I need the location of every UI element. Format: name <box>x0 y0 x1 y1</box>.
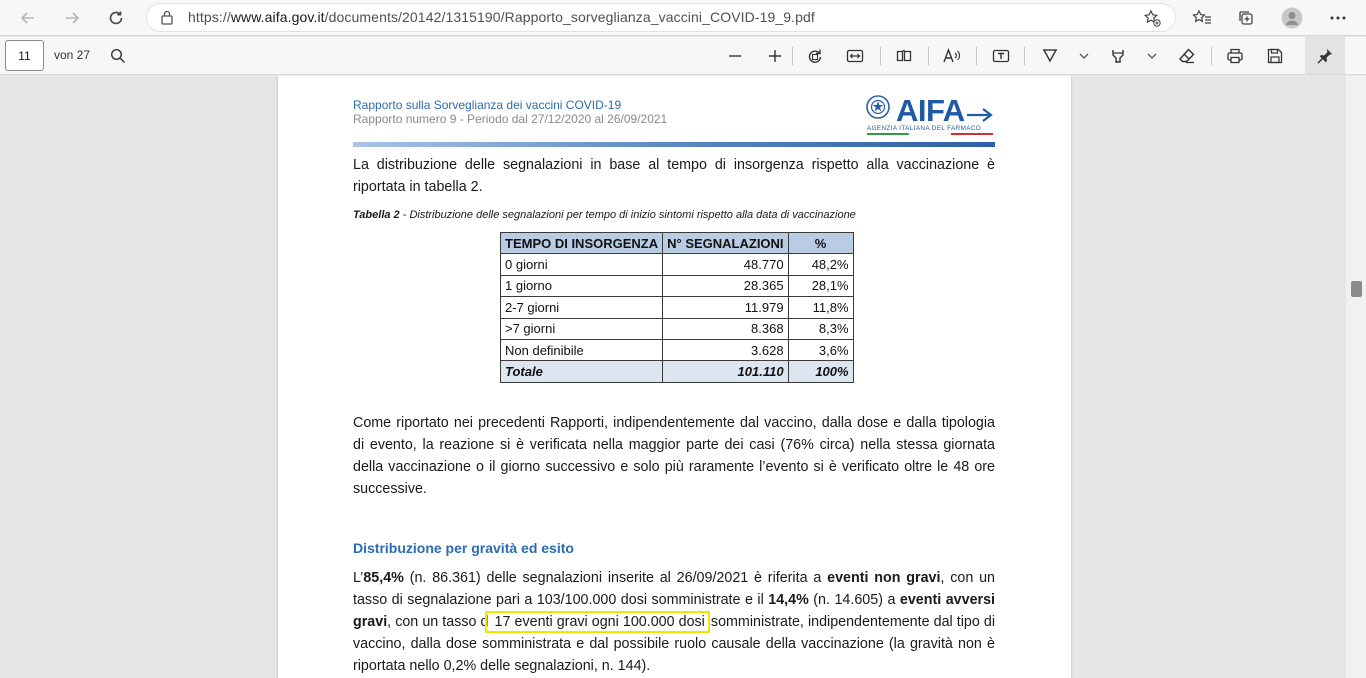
page-number-value: 11 <box>18 48 31 63</box>
forward-arrow-icon <box>63 9 81 27</box>
reload-icon <box>107 9 125 27</box>
report-header-subtitle: Rapporto numero 9 - Periodo dal 27/12/2020 al 26/09/2021 <box>353 112 668 126</box>
table-cell: Non definibile <box>501 339 663 360</box>
table-cell: Totale <box>501 361 663 382</box>
table-row <box>501 254 854 275</box>
table-header-row <box>501 233 854 254</box>
star-plus-icon <box>1143 9 1161 27</box>
toolbar-divider <box>1211 47 1212 65</box>
table-total-row <box>501 361 854 382</box>
table-cell: >7 giorni <box>501 318 663 339</box>
table-cell: 3.628 <box>663 339 788 360</box>
highlighter-icon <box>1109 47 1127 65</box>
table-cell: 8,3% <box>788 318 853 339</box>
highlight-button[interactable] <box>1104 42 1132 70</box>
toolbar-divider <box>880 47 881 65</box>
browser-address-bar <box>0 0 1366 36</box>
aifa-logo <box>865 90 995 136</box>
table-cell: 8.368 <box>663 318 788 339</box>
table-cell: 0 giorni <box>501 254 663 275</box>
eraser-icon <box>1178 47 1196 65</box>
table-cell: 48.770 <box>663 254 788 275</box>
highlight-options-dropdown[interactable] <box>1138 42 1166 70</box>
table-row <box>501 275 854 296</box>
table-cell: 11.979 <box>663 297 788 318</box>
table-cell: 1 giorno <box>501 275 663 296</box>
table-cell: 100% <box>788 361 853 382</box>
page-view-icon <box>895 47 913 65</box>
onset-time-table <box>500 232 854 383</box>
column-header: TEMPO DI INSORGENZA <box>501 233 663 254</box>
scrollbar-thumb[interactable] <box>1351 281 1362 297</box>
pdf-toolbar <box>0 37 1366 75</box>
svg-text:AGENZIA ITALIANA DEL FARMACO: AGENZIA ITALIANA DEL FARMACO <box>867 125 982 132</box>
paragraph-severity: L’85,4% (n. 86.361) delle segnalazioni inserite al 26/09/2021 è riferita a eventi non gravi, con un tasso di segnalazione pari a 103/100.000 dosi somministrate e il 14,4% (n. 14.605) a eventi avversi gravi, con un tasso d 17 eventi gravi ogni 100.000 dosi somministrate, indipendentemente dal tipo di vaccino, dalla dose somministrata e dal possibile ruolo causale della vaccinazione (la gravità non è riportata nello 0,2% delle segnalazioni, n. 144). <box>353 570 996 674</box>
table-caption: Tabella 2 - Distribuzione delle segnalazioni per tempo di inizio sintomi rispetto alla data di vaccinazione <box>353 209 856 221</box>
highlighted-text: 17 eventi gravi ogni 100.000 dosi <box>490 614 705 630</box>
table-row <box>501 297 854 318</box>
minus-icon <box>727 48 743 64</box>
collections-icon <box>1237 9 1255 27</box>
chevron-down-icon <box>1147 52 1157 60</box>
page-number-input[interactable] <box>5 40 44 71</box>
rotate-icon <box>806 47 824 65</box>
section-heading: Distribuzione per gravità ed esito <box>353 540 574 556</box>
settings-more-button[interactable] <box>1324 4 1352 32</box>
vertical-scrollbar[interactable] <box>1346 76 1366 678</box>
chevron-down-icon <box>1079 52 1089 60</box>
profile-button[interactable] <box>1278 4 1306 32</box>
plus-icon <box>767 48 783 64</box>
lock-icon <box>160 10 174 25</box>
more-dots-icon <box>1329 15 1347 21</box>
report-header-title: Rapporto sulla Sorveglianza dei vaccini COVID-19 <box>353 98 622 112</box>
table-cell: 2-7 giorni <box>501 297 663 318</box>
table-row <box>501 339 854 360</box>
collections-button[interactable] <box>1232 4 1260 32</box>
save-disk-icon <box>1266 47 1284 65</box>
column-header: N° SEGNALAZIONI <box>663 233 788 254</box>
reload-button[interactable] <box>102 4 130 32</box>
pin-toolbar-button[interactable] <box>1305 37 1345 74</box>
draw-pen-icon <box>1041 47 1059 65</box>
toolbar-divider <box>1024 47 1025 65</box>
paragraph-onset-summary: Come riportato nei precedenti Rapporti, indipendentemente dal vaccino, dalla dose e dalla tipologia di evento, la reazione si è verificata nella maggior parte dei casi (76% circa) nella stessa giornata della vaccinazione o il giorno successivo e solo più raramente l’evento si è verificato oltre le 48 ore successive. <box>353 415 995 497</box>
pin-icon <box>1316 47 1334 65</box>
toolbar-divider <box>792 47 793 65</box>
table-row <box>501 318 854 339</box>
pdf-page <box>278 76 1071 678</box>
erase-button[interactable] <box>1173 42 1201 70</box>
back-button[interactable] <box>14 4 42 32</box>
save-button[interactable] <box>1261 42 1289 70</box>
pdf-viewer[interactable] <box>0 76 1346 678</box>
avatar-icon <box>1281 7 1303 29</box>
favorites-button[interactable] <box>1188 4 1216 32</box>
draw-button[interactable] <box>1036 42 1064 70</box>
fit-width-icon <box>846 47 864 65</box>
forward-button[interactable] <box>58 4 86 32</box>
toolbar-divider <box>928 47 929 65</box>
read-aloud-button[interactable] <box>938 42 966 70</box>
print-button[interactable] <box>1221 42 1249 70</box>
favorite-add-button[interactable] <box>1138 4 1166 32</box>
svg-text:AIFA: AIFA <box>896 93 965 128</box>
zoom-in-button[interactable] <box>761 42 789 70</box>
table-cell: 28,1% <box>788 275 853 296</box>
add-text-button[interactable] <box>987 42 1015 70</box>
draw-options-dropdown[interactable] <box>1070 42 1098 70</box>
table-cell: 3,6% <box>788 339 853 360</box>
column-header: % <box>788 233 853 254</box>
table-cell: 48,2% <box>788 254 853 275</box>
find-button[interactable] <box>104 42 132 70</box>
url-text: https://www.aifa.gov.it/documents/20142/1315190/Rapporto_sorveglianza_vaccini_COVID-19_9.pdf <box>188 9 815 25</box>
search-icon <box>110 48 126 64</box>
printer-icon <box>1226 47 1244 65</box>
text-box-icon <box>992 47 1010 65</box>
toolbar-divider <box>976 47 977 65</box>
page-total-label: von 27 <box>54 48 91 62</box>
table-cell: 11,8% <box>788 297 853 318</box>
read-aloud-icon <box>942 47 962 65</box>
back-arrow-icon <box>19 9 37 27</box>
page-view-button[interactable] <box>890 42 918 70</box>
aifa-emblem-icon <box>865 90 995 136</box>
table-cell: 28.365 <box>663 275 788 296</box>
fit-page-button[interactable] <box>841 42 869 70</box>
rotate-button[interactable] <box>801 42 829 70</box>
favorites-star-icon <box>1192 9 1212 27</box>
url-field[interactable] <box>146 3 1176 32</box>
paragraph-intro: La distribuzione delle segnalazioni in base al tempo di insorgenza rispetto alla vaccinazione è riportata in tabella 2. <box>353 157 995 195</box>
header-divider <box>353 142 995 147</box>
zoom-out-button[interactable] <box>721 42 749 70</box>
table-cell: 101.110 <box>663 361 788 382</box>
